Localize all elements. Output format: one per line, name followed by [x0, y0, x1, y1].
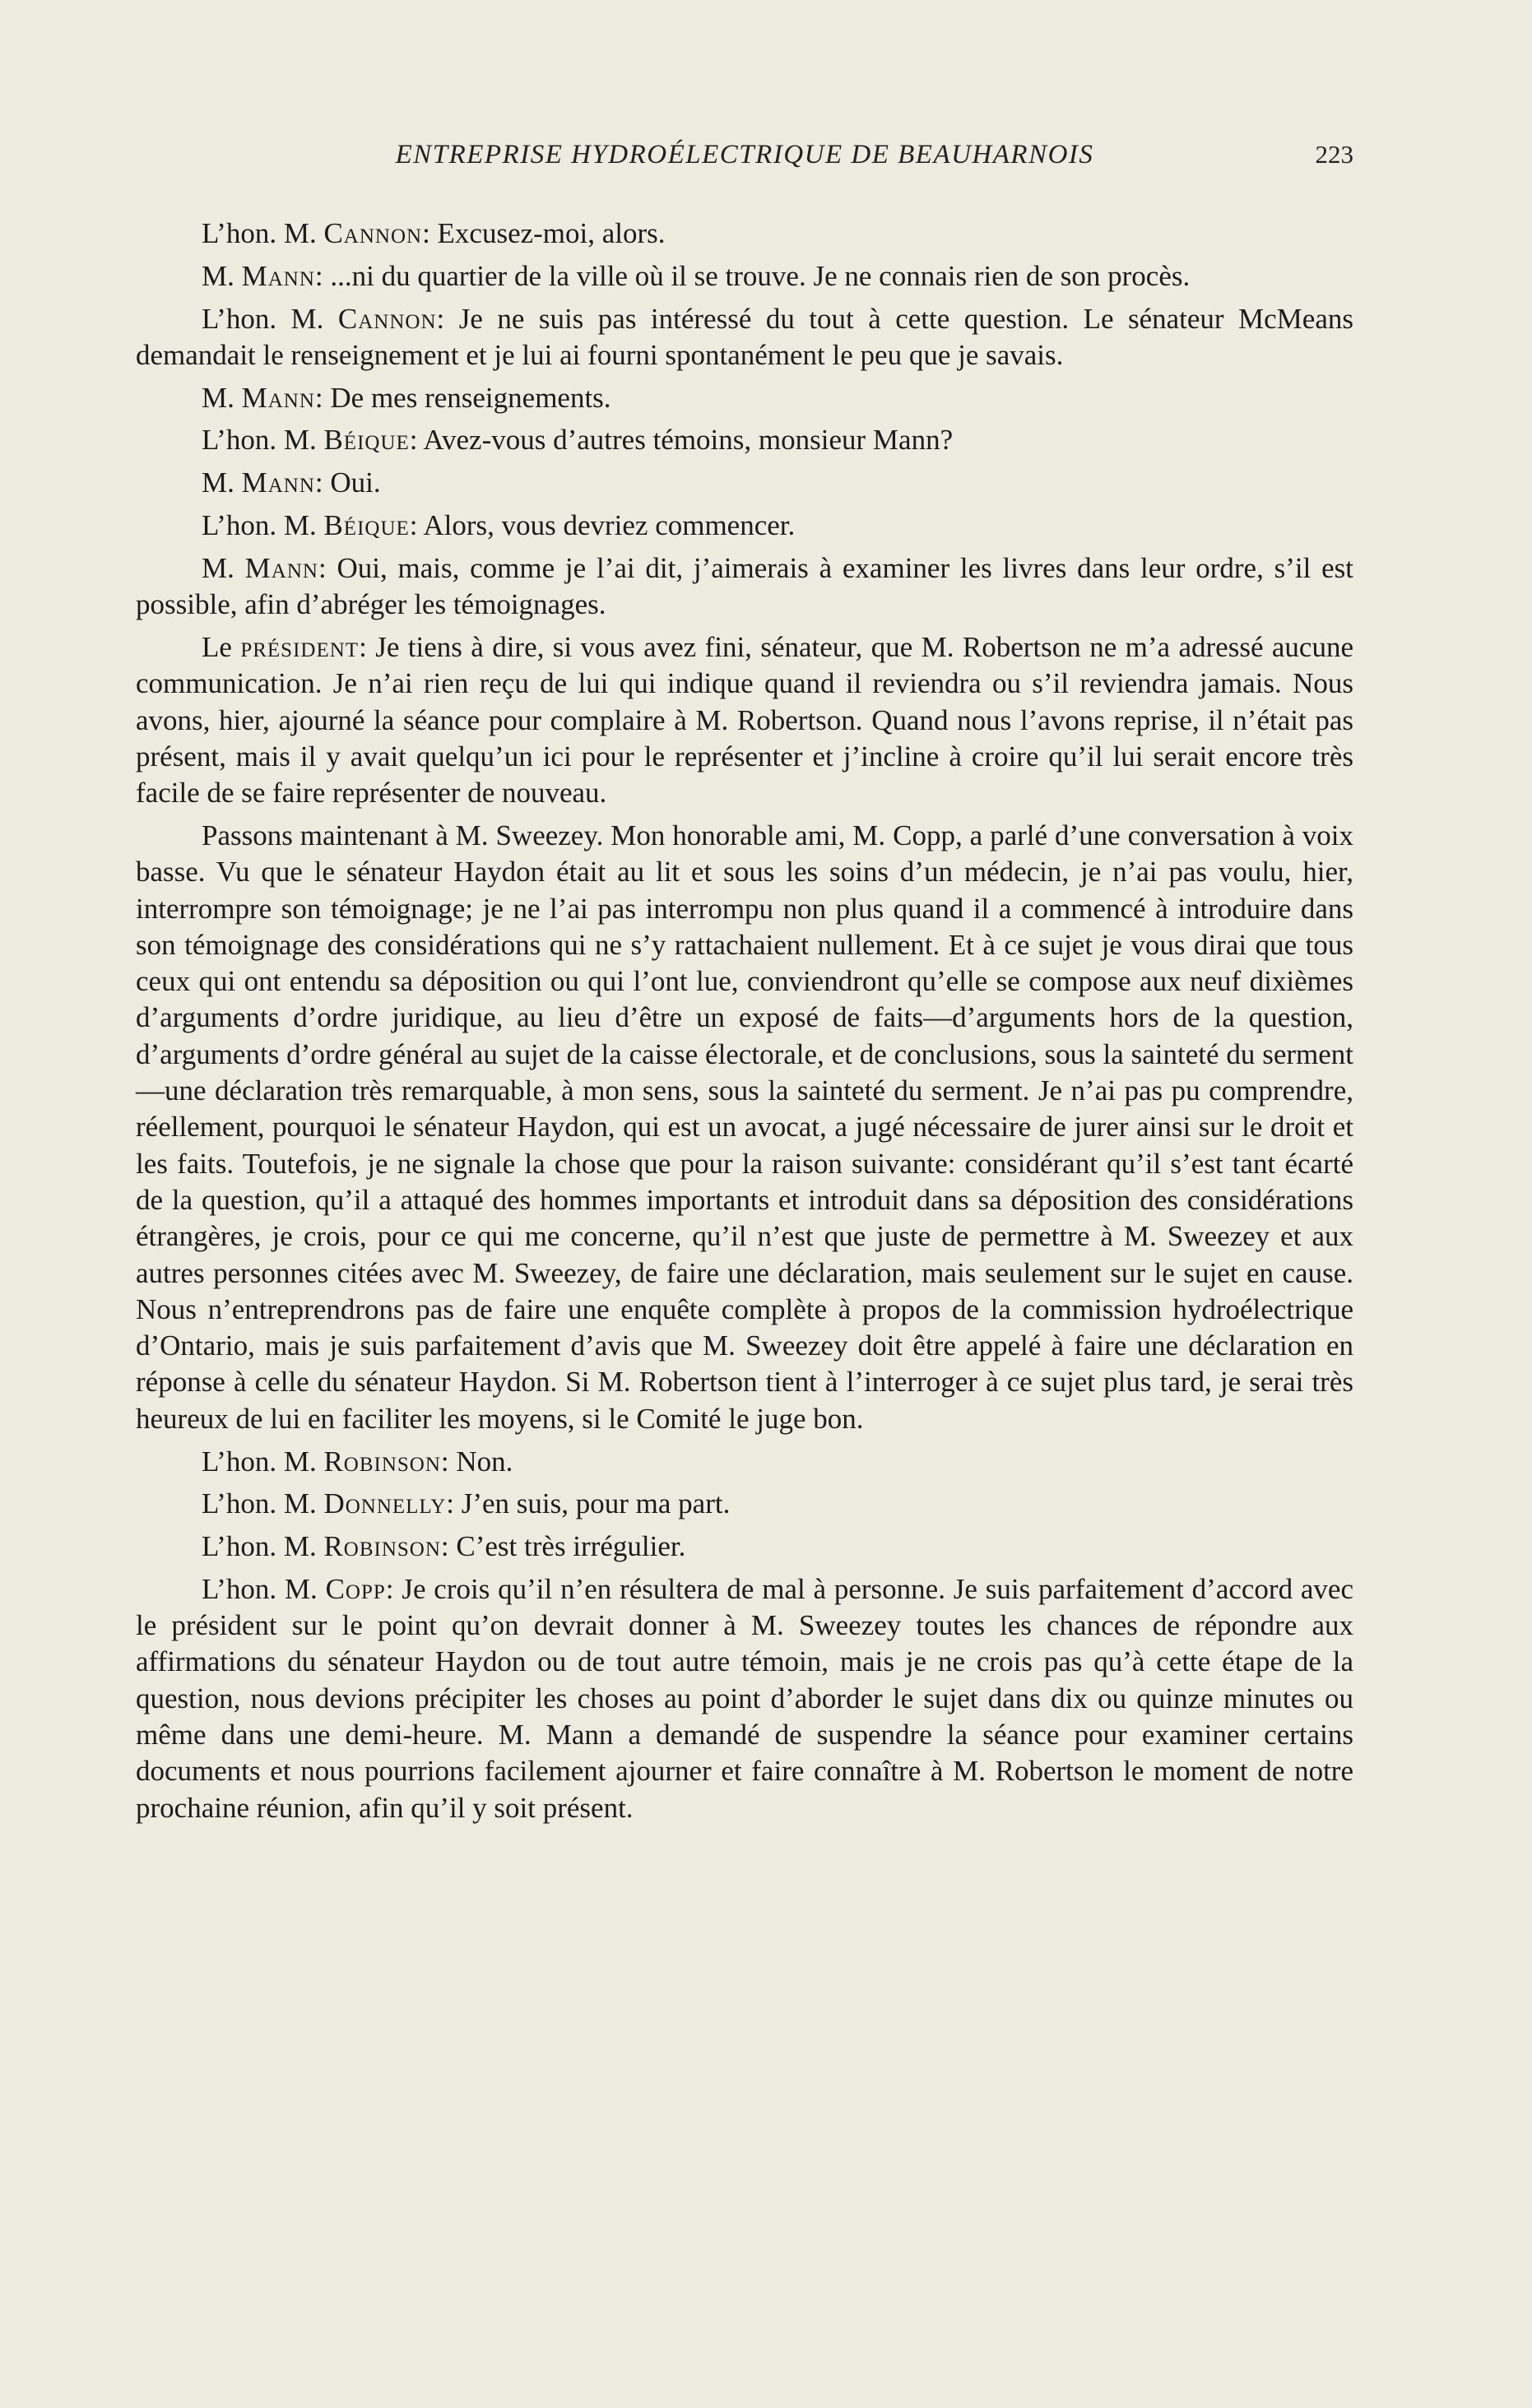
- paragraph: [136, 629, 1353, 811]
- paragraph-text: : Oui.: [314, 466, 381, 499]
- body-text: [136, 216, 1353, 1832]
- paragraph-text: : ...ni du quartier de la ville où il se trouve. Je ne connais rien de son procès.: [314, 259, 1191, 292]
- paragraph: [136, 301, 1353, 374]
- speaker-prefix: L’hon. M.: [202, 424, 324, 457]
- paragraph-text: : Non.: [440, 1445, 513, 1478]
- speaker-prefix: L’hon. M.: [202, 1572, 326, 1605]
- speaker-name: président: [240, 630, 360, 663]
- speaker-prefix: L’hon. M.: [202, 1530, 324, 1563]
- paragraph-text: : Excusez-moi, alors.: [422, 217, 666, 249]
- running-title: ENTREPRISE HYDROÉLECTRIQUE DE BEAUHARNOIS: [395, 140, 1094, 169]
- speaker-name: Mann: [241, 466, 315, 499]
- speaker-name: Robinson: [323, 1445, 441, 1478]
- speaker-name: Cannon: [323, 217, 423, 249]
- speaker-prefix: M.: [202, 259, 242, 292]
- speaker-prefix: M.: [202, 466, 242, 499]
- speaker-prefix: L’hon. M.: [202, 217, 324, 249]
- speaker-prefix: L’hon. M.: [202, 509, 324, 542]
- paragraph-text: : Alors, vous devriez commencer.: [409, 509, 796, 542]
- speaker-name: Mann: [244, 551, 318, 584]
- speaker-name: Copp: [325, 1572, 386, 1605]
- paragraph: [136, 818, 1353, 1437]
- paragraph: [136, 422, 1353, 458]
- paragraph: [136, 1486, 1353, 1522]
- page-header: [136, 140, 1353, 189]
- speaker-prefix: L’hon. M.: [202, 1445, 324, 1478]
- paragraph-text: : Je ne suis pas intéressé du tout à cette question. Le sénateur McMeans demandait le renseignement et je lui ai fourni spontanément le peu que je savais.: [136, 302, 1353, 371]
- paragraph-text: : Oui, mais, comme je l’ai dit, j’aimerais à examiner les livres dans leur ordre, s’il est possible, afin d’abréger les témoignages.: [136, 551, 1353, 621]
- paragraph-text: : Avez-vous d’autres témoins, monsieur Mann?: [409, 424, 954, 457]
- paragraph-text: Passons maintenant à M. Sweezey. Mon honorable ami, M. Copp, a parlé d’une conversation à voix basse. Vu que le sénateur Haydon était au lit et sous les soins d’un médecin, je n’ai pas voulu, hier, interrompre son témoignage; je ne l’ai pas interrompu non plus quand il a commencé à introduire dans son témoignage des considérations qui ne s’y rattachaient nullement. Et à ce sujet je vous dirai que tous ceux qui ont entendu sa déposition ou qui l’ont lue, conviendront qu’elle se compose aux neuf dixièmes d’arguments d’ordre juridique, au lieu d’être un exposé de faits—d’arguments hors de la question, d’arguments d’ordre général au sujet de la caisse électorale, et de conclusions, sous la sainteté du serment—une déclaration très remarquable, à mon sens, sous la sainteté du serment. Je n’ai pas pu comprendre, réellement, pourquoi le sénateur Haydon, qui est un avocat, a jugé nécessaire de jurer ainsi sur le droit et les faits. Toutefois, je ne signale la chose que pour la raison suivante: considérant qu’il s’est tant écarté de la question, qu’il a attaqué des hommes importants et introduit dans sa déposition des considérations étrangères, je crois, pour ce qui me concerne, qu’il n’est que juste de permettre à M. Sweezey et aux autres personnes citées avec M. Sweezey, de faire une déclaration, mais seulement sur le sujet en cause. Nous n’entreprendrons pas de faire une enquête complète à propos de la commission hydroélectrique d’Ontario, mais je suis parfaitement d’avis que M. Sweezey doit être appelé à faire une déclaration en réponse à celle du sénateur Haydon. Si M. Robertson tient à l’interroger à ce sujet plus tard, je serai très heureux de lui en faciliter les moyens, si le Comité le juge bon.: [136, 819, 1353, 1435]
- speaker-name: Robinson: [323, 1530, 441, 1563]
- speaker-name: Béique: [323, 509, 410, 542]
- paragraph: [136, 258, 1353, 295]
- speaker-name: Cannon: [337, 302, 437, 335]
- paragraph: [136, 1444, 1353, 1480]
- page-number: 223: [1315, 140, 1353, 169]
- paragraph: [136, 465, 1353, 501]
- speaker-name: Mann: [241, 259, 315, 292]
- paragraph: [136, 508, 1353, 544]
- speaker-prefix: M.: [202, 551, 245, 584]
- paragraph-text: : Je tiens à dire, si vous avez fini, sénateur, que M. Robertson ne m’a adressé aucune communication. Je n’ai rien reçu de lui qui indique quand il reviendra ou s’il reviendra jamais. Nous avons, hier, ajourné la séance pour complaire à M. Robertson. Quand nous l’avons reprise, il n’était pas présent, mais il y avait quelqu’un ici pour le représenter et j’incline à croire qu’il lui serait encore très facile de se faire représenter de nouveau.: [136, 630, 1353, 810]
- speaker-name: Donnelly: [323, 1487, 447, 1520]
- speaker-name: Béique: [323, 424, 410, 457]
- paragraph: [136, 216, 1353, 252]
- paragraph: [136, 1529, 1353, 1565]
- paragraph-text: : J’en suis, pour ma part.: [446, 1487, 731, 1520]
- speaker-prefix: L’hon. M.: [202, 302, 338, 335]
- paragraph: [136, 1571, 1353, 1826]
- paragraph-text: : Je crois qu’il n’en résultera de mal à personne. Je suis parfaitement d’accord avec le président sur le point qu’on devrait donner à M. Sweezey toutes les chances de répondre aux affirmations du sénateur Haydon ou de tout autre témoin, mais je ne crois pas qu’à cette étape de la question, nous devions précipiter les choses au point d’aborder le sujet dans dix ou quinze minutes ou même dans une demi-heure. M. Mann a demandé de suspendre la séance pour examiner certains documents et nous pourrions facilement ajourner et faire connaître à M. Robertson le moment de notre prochaine réunion, afin qu’il y soit présent.: [136, 1572, 1353, 1824]
- speaker-name: Mann: [241, 381, 315, 414]
- speaker-prefix: M.: [202, 381, 242, 414]
- paragraph-text: : De mes renseignements.: [314, 381, 611, 414]
- paragraph: [136, 550, 1353, 624]
- paragraph-text: : C’est très irrégulier.: [440, 1530, 686, 1563]
- speaker-prefix: Le: [202, 630, 241, 663]
- speaker-prefix: L’hon. M.: [202, 1487, 324, 1520]
- paragraph: [136, 380, 1353, 416]
